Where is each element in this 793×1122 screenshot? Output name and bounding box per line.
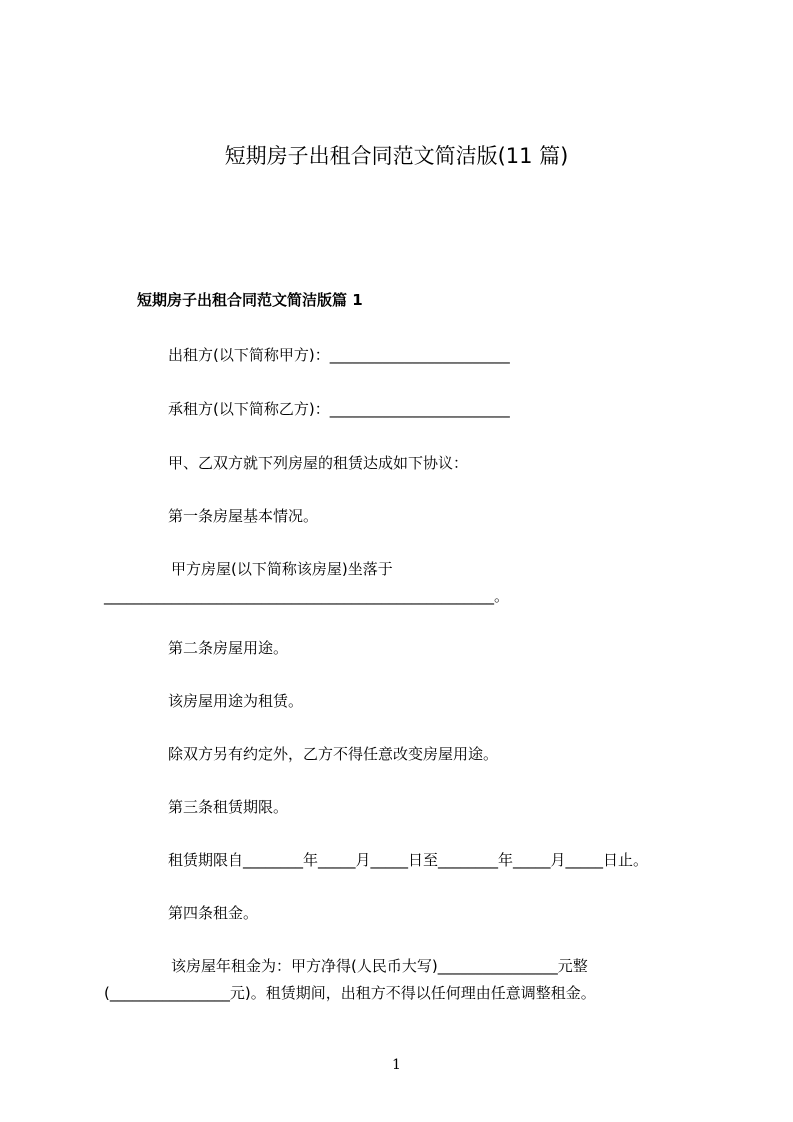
- paragraph-article-1-heading: 第一条房屋基本情况。: [168, 507, 319, 525]
- page-number: 1: [392, 1057, 401, 1073]
- paragraph-lessor: 出租方(以下简称甲方)：________________________: [168, 346, 510, 364]
- paragraph-house-location: 甲方房屋(以下简称该房屋)坐落于____________________________________________________。: [104, 560, 510, 605]
- paragraph-article-3-heading: 第三条租赁期限。: [168, 798, 289, 816]
- paragraph-house-use: 该房屋用途为租赁。: [168, 692, 304, 710]
- paragraph-rent-amount: 该房屋年租金为：甲方净得(人民币大写)________________元整(________________元)。租赁期间，出租方不得以任何理由任意调整租金。: [104, 957, 596, 1002]
- document-title: 短期房子出租合同范文简洁版(11 篇): [224, 144, 569, 168]
- paragraph-use-restriction: 除双方另有约定外，乙方不得任意改变房屋用途。: [168, 745, 499, 763]
- paragraph-article-2-heading: 第二条房屋用途。: [168, 639, 289, 657]
- paragraph-agreement-intro: 甲、乙双方就下列房屋的租赁达成如下协议：: [168, 454, 469, 472]
- paragraph-lessee: 承租方(以下简称乙方)：________________________: [168, 400, 510, 418]
- paragraph-article-4-heading: 第四条租金。: [168, 904, 259, 922]
- section-heading: 短期房子出租合同范文简洁版篇 1: [137, 291, 363, 309]
- paragraph-lease-term: 租赁期限自________年_____月_____日至________年_____月_____日止。: [168, 851, 649, 869]
